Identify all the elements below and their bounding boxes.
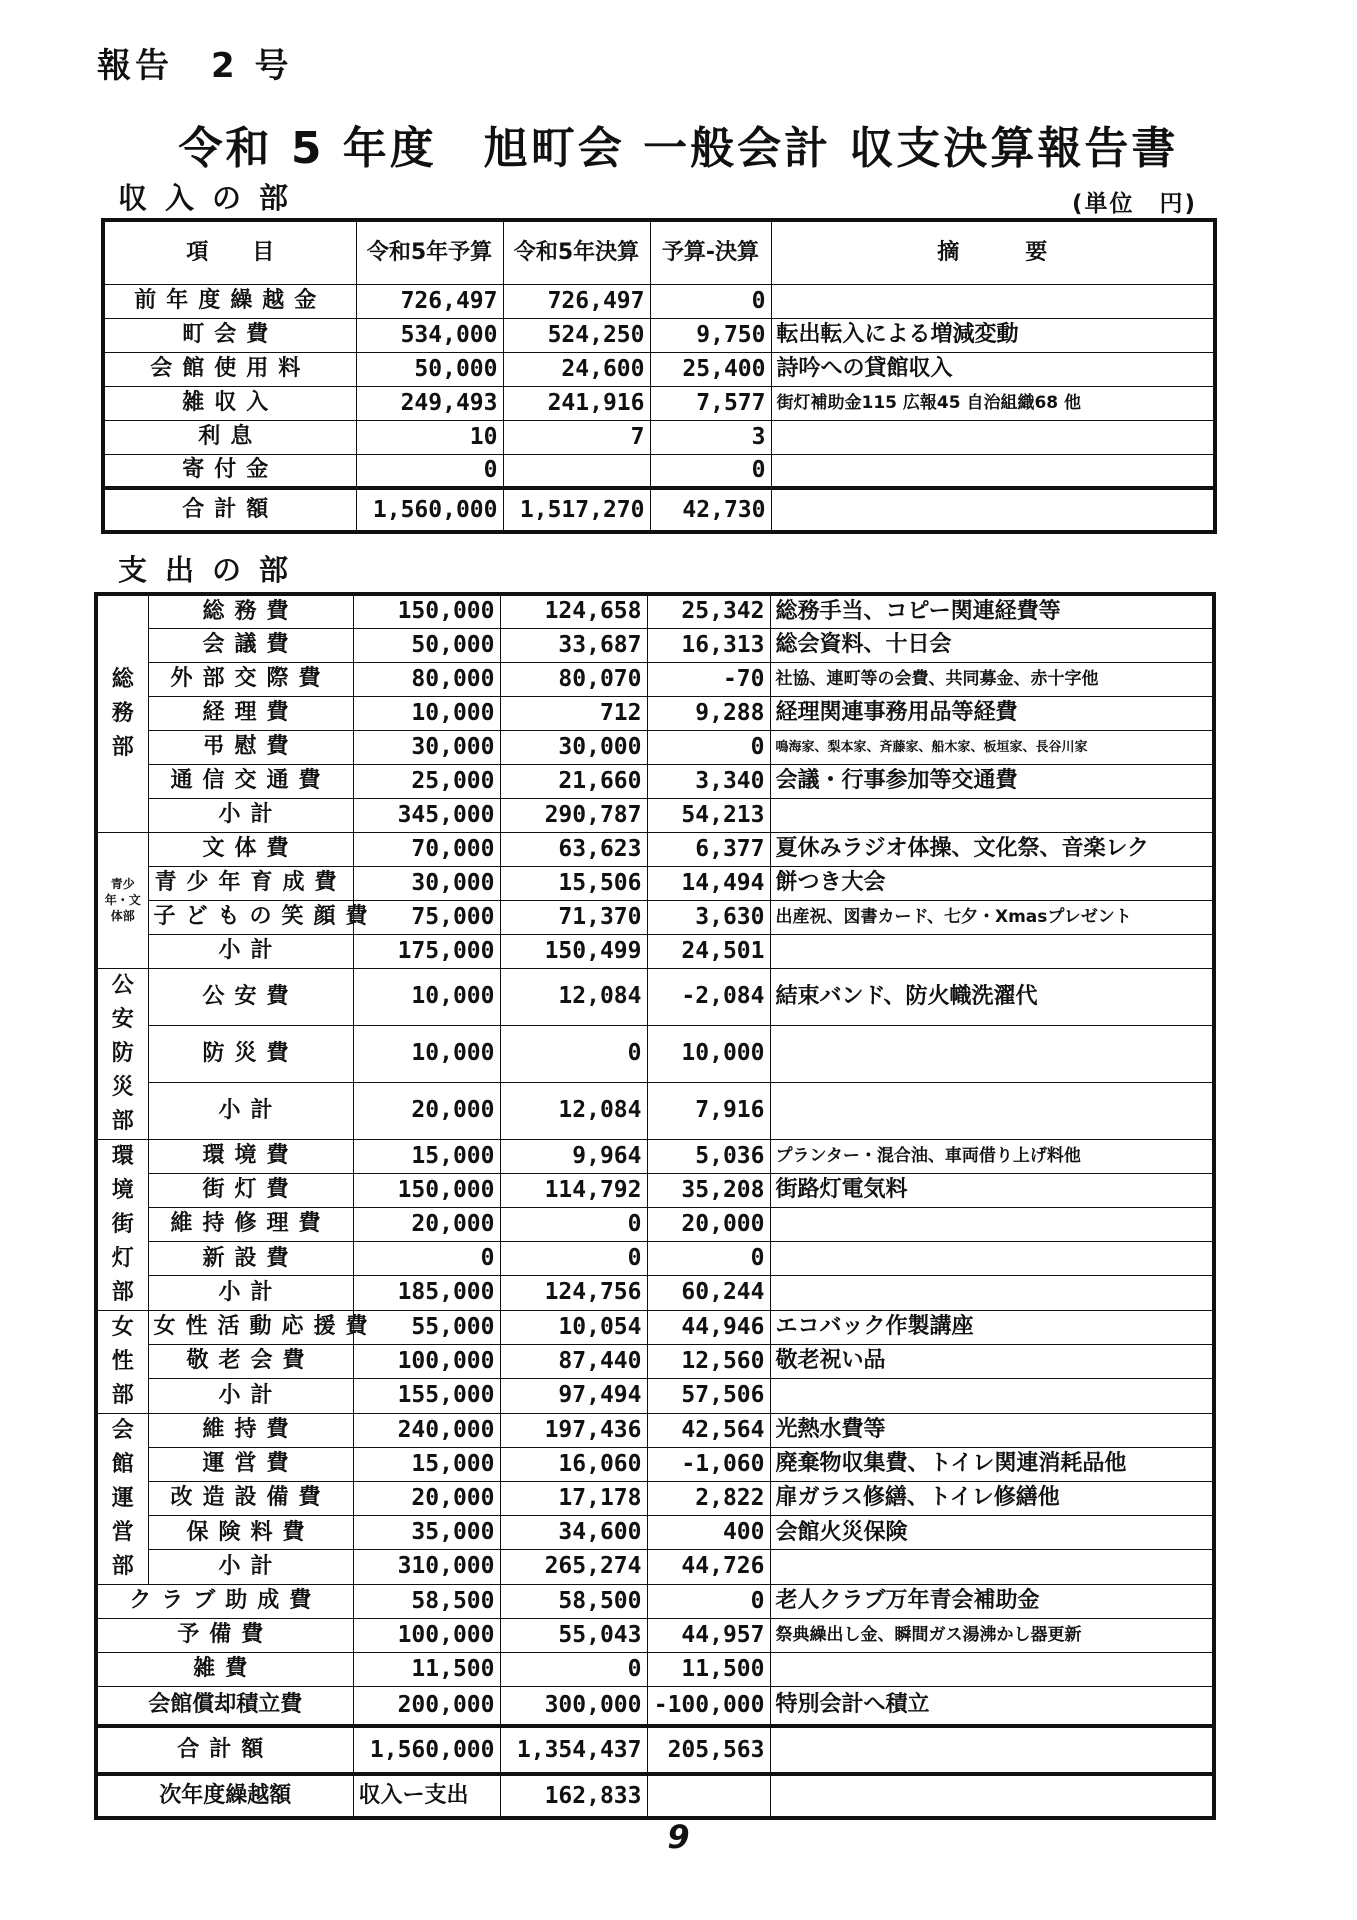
total-budget: 1,560,000 — [353, 1726, 500, 1774]
remarks: 社協、連町等の会費、共同募金、赤十字他 — [770, 662, 1214, 696]
budget-value: 185,000 — [353, 1276, 500, 1310]
carryover-label: 次年度繰越額 — [96, 1774, 353, 1818]
table-row — [96, 1686, 1214, 1726]
item-label: 会館使用料 — [103, 352, 356, 386]
actual-value: 24,600 — [503, 352, 650, 386]
diff-value: 3,630 — [647, 900, 770, 934]
remarks: 会館火災保険 — [770, 1516, 1214, 1550]
table-row — [96, 832, 1214, 866]
carryover-formula: 収入ー支出 — [353, 1774, 500, 1818]
actual-value: 71,370 — [500, 900, 647, 934]
table-row — [103, 420, 1215, 454]
diff-value: -2,084 — [647, 968, 770, 1025]
table-row — [96, 1481, 1214, 1515]
item-label: 会館償却積立費 — [96, 1686, 353, 1726]
item-label: 敬老会費 — [148, 1344, 353, 1378]
budget-value: 0 — [356, 454, 503, 488]
item-label: 維持費 — [148, 1413, 353, 1447]
actual-value: 0 — [500, 1207, 647, 1241]
budget-value: 58,500 — [353, 1584, 500, 1618]
unit-label: (単位 円) — [1071, 191, 1197, 217]
remarks: 出産祝、図書カード、七夕・Xmasプレゼント — [770, 900, 1214, 934]
header-row — [103, 220, 1215, 284]
table-row — [96, 1379, 1214, 1413]
table-row — [96, 594, 1214, 628]
table-row — [96, 1550, 1214, 1584]
diff-value: 44,726 — [647, 1550, 770, 1584]
actual-value: 124,658 — [500, 594, 647, 628]
actual-value: 87,440 — [500, 1344, 647, 1378]
diff-value: 44,957 — [647, 1618, 770, 1652]
item-label: 町会費 — [103, 318, 356, 352]
remarks: 経理関連事務用品等経費 — [770, 696, 1214, 730]
diff-value: 2,822 — [647, 1481, 770, 1515]
category-label: 青少年・文体部 — [96, 832, 148, 968]
item-label: 通信交通費 — [148, 764, 353, 798]
total-row — [96, 1726, 1214, 1774]
table-row — [96, 1310, 1214, 1344]
budget-value: 534,000 — [356, 318, 503, 352]
budget-value: 150,000 — [353, 594, 500, 628]
column-header: 項 目 — [103, 220, 356, 284]
diff-value: 9,750 — [650, 318, 771, 352]
budget-value: 10,000 — [353, 696, 500, 730]
remarks: 結束バンド、防火幟洗濯代 — [770, 968, 1214, 1025]
diff-value: 0 — [647, 1584, 770, 1618]
budget-value: 175,000 — [353, 934, 500, 968]
table-row — [96, 1025, 1214, 1082]
table-row — [96, 696, 1214, 730]
table-row — [96, 968, 1214, 1025]
budget-value: 30,000 — [353, 730, 500, 764]
diff-value: -100,000 — [647, 1686, 770, 1726]
budget-value: 75,000 — [353, 900, 500, 934]
table-row — [103, 318, 1215, 352]
item-label: クラブ助成費 — [96, 1584, 353, 1618]
actual-value: 30,000 — [500, 730, 647, 764]
table-row — [96, 1413, 1214, 1447]
budget-value: 345,000 — [353, 798, 500, 832]
item-label: 小計 — [148, 1550, 353, 1584]
budget-value: 0 — [353, 1242, 500, 1276]
remarks: 街路灯電気料 — [770, 1173, 1214, 1207]
item-label: 小計 — [148, 1276, 353, 1310]
diff-value: 11,500 — [647, 1652, 770, 1686]
income-table — [101, 218, 1217, 534]
remarks: 夏休みラジオ体操、文化祭、音楽レク — [770, 832, 1214, 866]
remarks: 転出転入による増減変動 — [771, 318, 1215, 352]
budget-value: 155,000 — [353, 1379, 500, 1413]
budget-value: 10 — [356, 420, 503, 454]
table-row — [96, 866, 1214, 900]
actual-value: 290,787 — [500, 798, 647, 832]
item-label: 小計 — [148, 934, 353, 968]
budget-value: 726,497 — [356, 284, 503, 318]
table-row — [96, 1082, 1214, 1139]
item-label: 女性活動応援費 — [148, 1310, 353, 1344]
actual-value: 17,178 — [500, 1481, 647, 1515]
actual-value: 197,436 — [500, 1413, 647, 1447]
remarks — [770, 1025, 1214, 1082]
budget-value: 20,000 — [353, 1082, 500, 1139]
column-header: 令和5年予算 — [356, 220, 503, 284]
total-label: 合計額 — [96, 1726, 353, 1774]
item-label: 寄付金 — [103, 454, 356, 488]
table-row — [96, 1516, 1214, 1550]
actual-value: 58,500 — [500, 1584, 647, 1618]
table-row — [96, 1652, 1214, 1686]
remarks — [771, 284, 1215, 318]
budget-value: 100,000 — [353, 1618, 500, 1652]
total-remarks — [770, 1726, 1214, 1774]
category-label: 公安防災部 — [96, 968, 148, 1139]
item-label: 雑収入 — [103, 386, 356, 420]
total-actual: 1,517,270 — [503, 488, 650, 532]
remarks — [770, 1550, 1214, 1584]
item-label: 雑費 — [96, 1652, 353, 1686]
table-row — [96, 798, 1214, 832]
table-row — [96, 1344, 1214, 1378]
expense-section-heading: 支出の部 — [118, 553, 307, 587]
total-actual: 1,354,437 — [500, 1726, 647, 1774]
table-row — [96, 730, 1214, 764]
remarks: 餅つき大会 — [770, 866, 1214, 900]
item-label: 小計 — [148, 1379, 353, 1413]
carryover-amount: 162,833 — [500, 1774, 647, 1818]
actual-value: 0 — [500, 1025, 647, 1082]
budget-value: 70,000 — [353, 832, 500, 866]
page-title: 令和 5 年度 旭町会 一般会計 収支決算報告書 — [178, 123, 1179, 174]
budget-value: 50,000 — [353, 628, 500, 662]
actual-value: 0 — [500, 1652, 647, 1686]
diff-value: 7,916 — [647, 1082, 770, 1139]
table-row — [96, 628, 1214, 662]
diff-value: 42,564 — [647, 1413, 770, 1447]
remarks: プランター・混合油、車両借り上げ料他 — [770, 1139, 1214, 1173]
remarks: 総務手当、コピー関連経費等 — [770, 594, 1214, 628]
budget-value: 25,000 — [353, 764, 500, 798]
remarks — [770, 1379, 1214, 1413]
remarks: 扉ガラス修繕、トイレ修繕他 — [770, 1481, 1214, 1515]
budget-value: 10,000 — [353, 1025, 500, 1082]
item-label: 経理費 — [148, 696, 353, 730]
table-row — [96, 1276, 1214, 1310]
item-label: 外部交際費 — [148, 662, 353, 696]
column-header: 令和5年決算 — [503, 220, 650, 284]
item-label: 維持修理費 — [148, 1207, 353, 1241]
total-diff: 205,563 — [647, 1726, 770, 1774]
actual-value: 97,494 — [500, 1379, 647, 1413]
budget-value: 15,000 — [353, 1139, 500, 1173]
table-row — [96, 1207, 1214, 1241]
diff-value: 3,340 — [647, 764, 770, 798]
total-diff: 42,730 — [650, 488, 771, 532]
column-header: 摘 要 — [771, 220, 1215, 284]
diff-value: 60,244 — [647, 1276, 770, 1310]
actual-value: 712 — [500, 696, 647, 730]
actual-value — [503, 454, 650, 488]
category-label: 会館運営部 — [96, 1413, 148, 1584]
item-label: 会議費 — [148, 628, 353, 662]
remarks: 詩吟への貸館収入 — [771, 352, 1215, 386]
remarks — [770, 1276, 1214, 1310]
total-label: 合計額 — [103, 488, 356, 532]
item-label: 小計 — [148, 1082, 353, 1139]
carryover-empty — [770, 1774, 1214, 1818]
item-label: 総務費 — [148, 594, 353, 628]
actual-value: 10,054 — [500, 1310, 647, 1344]
actual-value: 124,756 — [500, 1276, 647, 1310]
table-row — [96, 764, 1214, 798]
diff-value: 16,313 — [647, 628, 770, 662]
diff-value: 3 — [650, 420, 771, 454]
actual-value: 12,084 — [500, 968, 647, 1025]
remarks: 特別会計へ積立 — [770, 1686, 1214, 1726]
table-row — [96, 1447, 1214, 1481]
item-label: 前年度繰越金 — [103, 284, 356, 318]
table-row — [103, 386, 1215, 420]
actual-value: 16,060 — [500, 1447, 647, 1481]
report-number: 報告 2 号 — [97, 46, 293, 86]
page-number: 9 — [667, 1818, 690, 1856]
budget-value: 100,000 — [353, 1344, 500, 1378]
budget-value: 200,000 — [353, 1686, 500, 1726]
budget-value: 50,000 — [356, 352, 503, 386]
total-budget: 1,560,000 — [356, 488, 503, 532]
actual-value: 7 — [503, 420, 650, 454]
item-label: 弔慰費 — [148, 730, 353, 764]
budget-value: 20,000 — [353, 1481, 500, 1515]
actual-value: 300,000 — [500, 1686, 647, 1726]
total-remarks — [771, 488, 1215, 532]
actual-value: 21,660 — [500, 764, 647, 798]
remarks: 街灯補助金115 広報45 自治組織68 他 — [771, 386, 1215, 420]
diff-value: 5,036 — [647, 1139, 770, 1173]
budget-value: 55,000 — [353, 1310, 500, 1344]
table-row — [103, 352, 1215, 386]
remarks: 祭典繰出し金、瞬間ガス湯沸かし器更新 — [770, 1618, 1214, 1652]
diff-value: 9,288 — [647, 696, 770, 730]
budget-value: 150,000 — [353, 1173, 500, 1207]
actual-value: 9,964 — [500, 1139, 647, 1173]
diff-value: -70 — [647, 662, 770, 696]
table-row — [96, 1584, 1214, 1618]
remarks — [770, 934, 1214, 968]
item-label: 子どもの笑顔費 — [148, 900, 353, 934]
remarks — [770, 1242, 1214, 1276]
table-row — [96, 662, 1214, 696]
diff-value: 14,494 — [647, 866, 770, 900]
diff-value: 24,501 — [647, 934, 770, 968]
remarks: 会議・行事参加等交通費 — [770, 764, 1214, 798]
remarks — [770, 798, 1214, 832]
carryover-row — [96, 1774, 1214, 1818]
diff-value: 7,577 — [650, 386, 771, 420]
item-label: 保険料費 — [148, 1516, 353, 1550]
diff-value: 10,000 — [647, 1025, 770, 1082]
total-row — [103, 488, 1215, 532]
table-row — [103, 454, 1215, 488]
category-label: 環境街灯部 — [96, 1139, 148, 1310]
category-label: 女性部 — [96, 1310, 148, 1413]
diff-value: 0 — [647, 1242, 770, 1276]
expense-table — [94, 592, 1216, 1820]
table-row — [96, 1242, 1214, 1276]
item-label: 防災費 — [148, 1025, 353, 1082]
item-label: 環境費 — [148, 1139, 353, 1173]
remarks: 光熱水費等 — [770, 1413, 1214, 1447]
column-header: 予算-決算 — [650, 220, 771, 284]
diff-value: 25,400 — [650, 352, 771, 386]
budget-value: 80,000 — [353, 662, 500, 696]
category-label: 総務部 — [96, 594, 148, 832]
budget-value: 20,000 — [353, 1207, 500, 1241]
table-row — [96, 900, 1214, 934]
diff-value: 12,560 — [647, 1344, 770, 1378]
actual-value: 63,623 — [500, 832, 647, 866]
diff-value: 6,377 — [647, 832, 770, 866]
budget-value: 15,000 — [353, 1447, 500, 1481]
remarks — [770, 1082, 1214, 1139]
actual-value: 114,792 — [500, 1173, 647, 1207]
budget-value: 249,493 — [356, 386, 503, 420]
remarks: 老人クラブ万年青会補助金 — [770, 1584, 1214, 1618]
actual-value: 55,043 — [500, 1618, 647, 1652]
item-label: 利息 — [103, 420, 356, 454]
budget-value: 35,000 — [353, 1516, 500, 1550]
item-label: 予備費 — [96, 1618, 353, 1652]
table-row — [103, 284, 1215, 318]
remarks: 鳴海家、梨本家、斉藤家、船木家、板垣家、長谷川家 — [770, 730, 1214, 764]
income-section-heading: 収入の部 — [118, 181, 307, 215]
remarks: 敬老祝い品 — [770, 1344, 1214, 1378]
item-label: 文体費 — [148, 832, 353, 866]
remarks: 廃棄物収集費、トイレ関連消耗品他 — [770, 1447, 1214, 1481]
diff-value: -1,060 — [647, 1447, 770, 1481]
carryover-empty — [647, 1774, 770, 1818]
budget-value: 240,000 — [353, 1413, 500, 1447]
actual-value: 0 — [500, 1242, 647, 1276]
table-row — [96, 1173, 1214, 1207]
budget-value: 10,000 — [353, 968, 500, 1025]
remarks — [771, 420, 1215, 454]
actual-value: 80,070 — [500, 662, 647, 696]
remarks — [770, 1207, 1214, 1241]
actual-value: 524,250 — [503, 318, 650, 352]
diff-value: 400 — [647, 1516, 770, 1550]
actual-value: 15,506 — [500, 866, 647, 900]
remarks: 総会資料、十日会 — [770, 628, 1214, 662]
diff-value: 0 — [650, 284, 771, 318]
budget-value: 310,000 — [353, 1550, 500, 1584]
budget-value: 11,500 — [353, 1652, 500, 1686]
actual-value: 33,687 — [500, 628, 647, 662]
actual-value: 150,499 — [500, 934, 647, 968]
item-label: 運営費 — [148, 1447, 353, 1481]
diff-value: 0 — [650, 454, 771, 488]
diff-value: 44,946 — [647, 1310, 770, 1344]
item-label: 青少年育成費 — [148, 866, 353, 900]
remarks: エコバック作製講座 — [770, 1310, 1214, 1344]
table-row — [96, 934, 1214, 968]
diff-value: 54,213 — [647, 798, 770, 832]
actual-value: 265,274 — [500, 1550, 647, 1584]
actual-value: 726,497 — [503, 284, 650, 318]
item-label: 小計 — [148, 798, 353, 832]
remarks — [770, 1652, 1214, 1686]
item-label: 街灯費 — [148, 1173, 353, 1207]
diff-value: 0 — [647, 730, 770, 764]
item-label: 新設費 — [148, 1242, 353, 1276]
actual-value: 34,600 — [500, 1516, 647, 1550]
diff-value: 20,000 — [647, 1207, 770, 1241]
table-row — [96, 1618, 1214, 1652]
remarks — [771, 454, 1215, 488]
actual-value: 241,916 — [503, 386, 650, 420]
item-label: 公安費 — [148, 968, 353, 1025]
item-label: 改造設備費 — [148, 1481, 353, 1515]
table-row — [96, 1139, 1214, 1173]
budget-value: 30,000 — [353, 866, 500, 900]
diff-value: 35,208 — [647, 1173, 770, 1207]
diff-value: 57,506 — [647, 1379, 770, 1413]
diff-value: 25,342 — [647, 594, 770, 628]
actual-value: 12,084 — [500, 1082, 647, 1139]
